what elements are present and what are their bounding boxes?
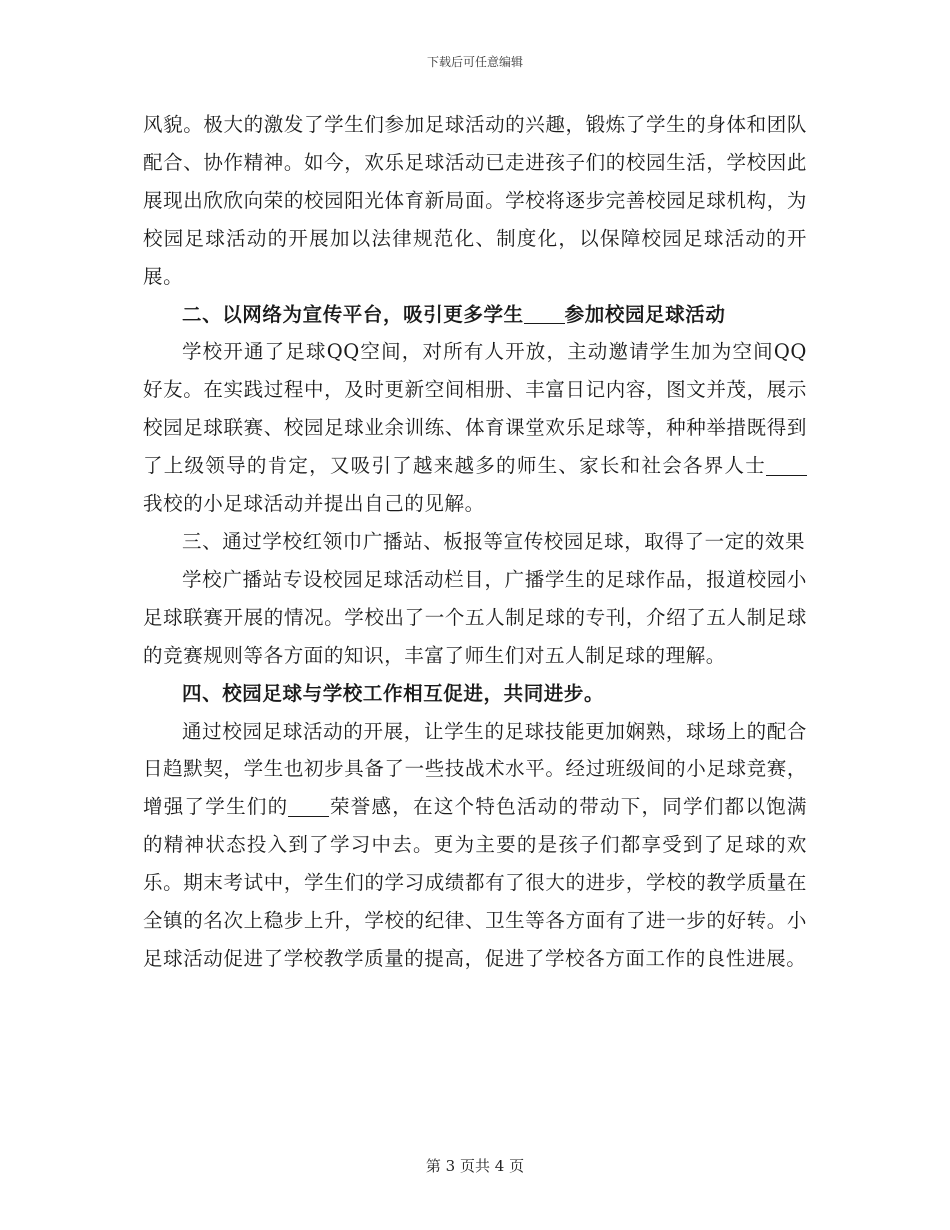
fill-in-blank: [524, 304, 565, 325]
paragraph-text: 通过校园足球活动的开展，让学生的足球技能更加娴熟，球场上的配合日趋默契，学生也初步具备了一些技战术水平。经过班级间的小足球竞赛，增强了学生们的: [143, 719, 807, 819]
fill-in-blank: [288, 796, 329, 817]
header-note: 下载后可任意编辑: [426, 55, 523, 69]
section-heading: [143, 675, 807, 713]
paragraph-text: 四、校园足球与学校工作相互促进，共同进步。: [182, 681, 605, 705]
fill-in-blank: [766, 455, 807, 476]
body-paragraph: [143, 713, 807, 978]
body-paragraph: [143, 333, 807, 523]
paragraph-text: 我校的小足球活动并提出自己的见解。: [143, 492, 485, 516]
paragraph-text: 参加校园足球活动: [564, 302, 726, 326]
paragraph-text: 学校开通了足球QQ空间，对所有人开放，主动邀请学生加为空间QQ好友。在实践过程中，及时更新空间相册、丰富日记内容，图文并茂，展示校园足球联赛、校园足球业余训练、体育课堂欢乐足球等，种种举措既得到了上级领导的肯定，又吸引了越来越多的师生、家长和社会各界人士: [143, 340, 807, 478]
body-paragraph: [143, 523, 807, 561]
paragraph-text: 学校广播站专设校园足球活动栏目，广播学生的足球作品，报道校园小足球联赛开展的情况。学校出了一个五人制足球的专刊，介绍了五人制足球的竞赛规则等各方面的知识，丰富了师生们对五人制足球的理解。: [143, 567, 807, 667]
document-body: [143, 106, 807, 978]
paragraph-text: 风貌。极大的激发了学生们参加足球活动的兴趣，锻炼了学生的身体和团队配合、协作精神。如今，欢乐足球活动已走进孩子们的校园生活，学校因此展现出欣欣向荣的校园阳光体育新局面。学校将逐步完善校园足球机构，为校园足球活动的开展加以法律规范化、制度化，以保障校园足球活动的开展。: [143, 113, 807, 288]
paragraph-text: 三、通过学校红领巾广播站、板报等宣传校园足球，取得了一定的效果: [182, 529, 806, 553]
paragraph-text: 二、以网络为宣传平台，吸引更多学生: [182, 302, 524, 326]
body-paragraph: [143, 561, 807, 675]
body-paragraph: [143, 106, 807, 296]
page-number: 第 3 页共 4 页: [425, 1157, 525, 1175]
paragraph-text: 荣誉感，在这个特色活动的带动下，同学们都以饱满的精神状态投入到了学习中去。更为主要的是孩子们都享受到了足球的欢乐。期末考试中，学生们的学习成绩都有了很大的进步，学校的教学质量在全镇的名次上稳步上升，学校的纪律、卫生等各方面有了进一步的好转。小足球活动促进了学校教学质量的提高，促进了学校各方面工作的良性进展。: [143, 795, 807, 970]
section-heading: [143, 296, 807, 334]
